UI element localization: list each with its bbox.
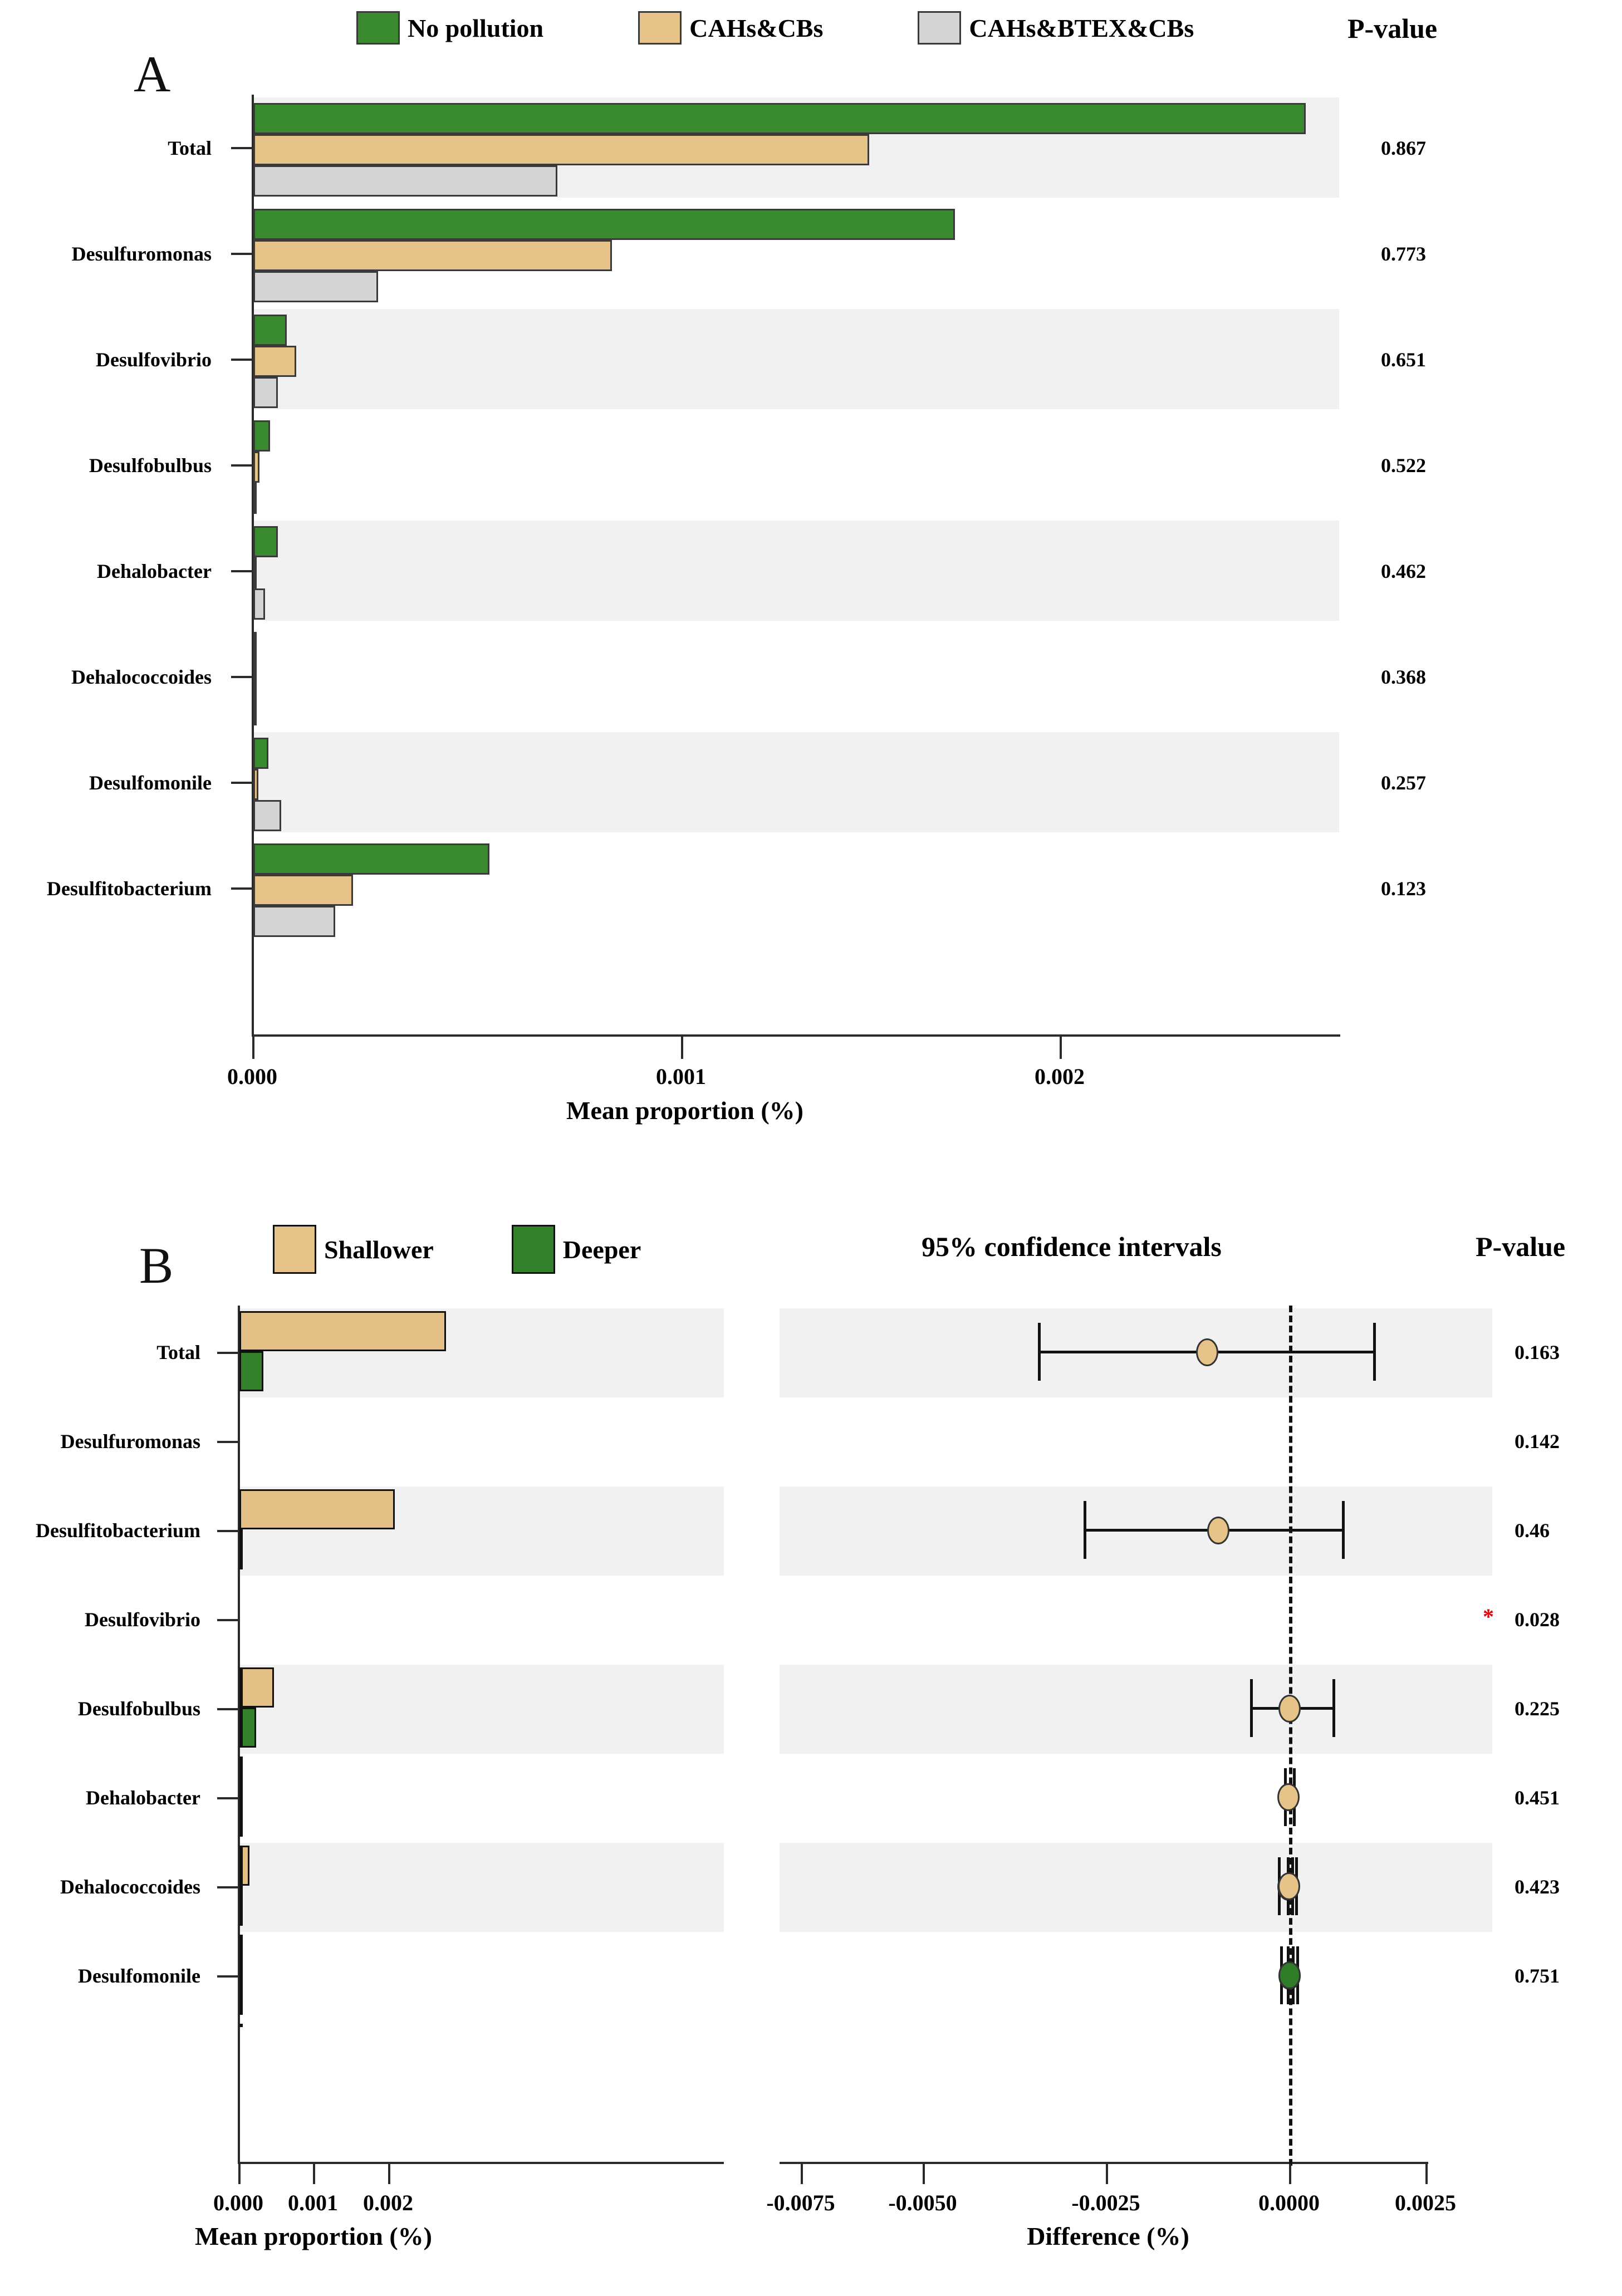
bar-cahs-btex-cbs xyxy=(253,271,378,302)
panel-b-ci-header: 95% confidence intervals xyxy=(922,1231,1222,1262)
panel-b-letter: B xyxy=(139,1237,174,1294)
ytick-mark xyxy=(231,464,252,467)
bar-cahs-cbs xyxy=(253,875,353,906)
xtick-label-ci-2: -0.0025 xyxy=(1071,2190,1140,2215)
panel-b-left-x-axis-title: Mean proportion (%) xyxy=(195,2222,432,2250)
xtick-mark xyxy=(681,1037,683,1059)
ytick-label-desulfitobacterium: Desulfitobacterium xyxy=(36,1519,200,1542)
ytick-label-desulfobulbus: Desulfobulbus xyxy=(89,454,212,477)
ytick-label-total: Total xyxy=(168,137,212,159)
panel-a-letter: A xyxy=(134,46,171,102)
bar-deeper xyxy=(239,1797,243,1837)
legend-swatch-no-pollution xyxy=(356,11,400,45)
ytick-label-desulfuromonas: Desulfuromonas xyxy=(60,1430,200,1453)
ci-point xyxy=(1278,1961,1301,1989)
ytick-mark xyxy=(231,253,252,255)
ytick-label-desulfitobacterium: Desulfitobacterium xyxy=(47,877,212,900)
bar-no-pollution xyxy=(253,420,270,452)
pvalue-desulfomonile: 0.751 xyxy=(1515,1965,1560,1987)
bar-cahs-btex-cbs xyxy=(253,906,335,937)
bar-deeper xyxy=(239,1708,243,1748)
ytick-mark xyxy=(231,147,252,149)
ytick-label-total: Total xyxy=(156,1341,200,1363)
legend-item-cahs-btex-cbs xyxy=(918,11,1194,45)
ytick-mark xyxy=(231,782,252,784)
legend-item-cahs-cbs xyxy=(638,11,823,45)
bar-cahs-btex-cbs xyxy=(253,694,257,725)
pvalue-desulfuromonas: 0.773 xyxy=(1381,243,1426,265)
panel-a-pvalue-header: P-value xyxy=(1347,13,1438,44)
bar-cahs-cbs xyxy=(253,240,612,271)
bar-deeper xyxy=(239,1975,243,2015)
pvalue-dehalobacter: 0.462 xyxy=(1381,560,1426,582)
bar-cahs-btex-cbs xyxy=(253,800,281,831)
panel-a-x-axis-title: Mean proportion (%) xyxy=(566,1096,803,1125)
xtick-label-1: 0.001 xyxy=(656,1064,706,1089)
panel-a xyxy=(0,0,1622,1125)
pvalue-dehalococcoides: 0.423 xyxy=(1515,1876,1560,1898)
ytick-mark xyxy=(231,676,252,678)
bar-shallower xyxy=(239,1935,243,1975)
ytick-label-desulfovibrio: Desulfovibrio xyxy=(95,349,212,371)
legend-label-cahs-cbs: CAHs&CBs xyxy=(689,13,824,42)
panel-b-dynamic-layer xyxy=(0,1197,1622,2296)
xtick-label-0: 0.000 xyxy=(227,1064,277,1089)
bar-no-pollution xyxy=(253,738,268,769)
pvalue-desulfovibrio: 0.651 xyxy=(1381,349,1426,371)
bar-cahs-btex-cbs xyxy=(253,588,265,620)
bar-no-pollution xyxy=(253,632,257,663)
pvalue-desulfobulbus: 0.225 xyxy=(1515,1698,1560,1720)
bar-cahs-cbs xyxy=(253,557,257,588)
row-band xyxy=(253,309,1339,409)
legend-swatch-cahs-btex-cbs xyxy=(918,11,961,45)
ytick-label-dehalococcoides: Dehalococcoides xyxy=(71,666,212,688)
xtick-label-ci-3: 0.0000 xyxy=(1258,2190,1320,2215)
ytick-label-dehalococcoides: Dehalococcoides xyxy=(60,1876,200,1898)
pvalue-desulfuromonas: 0.142 xyxy=(1515,1430,1560,1453)
bar-deeper xyxy=(239,1886,243,1926)
xtick-label-b-2: 0.002 xyxy=(363,2190,413,2215)
bar-shallower xyxy=(239,1846,243,1886)
ytick-label-desulfuromonas: Desulfuromonas xyxy=(71,243,212,265)
ytick-label-dehalobacter: Dehalobacter xyxy=(97,560,212,582)
ytick-label-desulfobulbus: Desulfobulbus xyxy=(77,1698,200,1720)
bar-cahs-btex-cbs xyxy=(253,377,278,408)
ytick-label-desulfomonile: Desulfomonile xyxy=(89,772,212,794)
bar-shallower xyxy=(239,1667,243,1708)
pvalue-desulfitobacterium: 0.46 xyxy=(1515,1519,1550,1542)
panel-a-legend xyxy=(356,11,1194,45)
xtick-label-ci-1: -0.0050 xyxy=(888,2190,957,2215)
ytick-label-desulfomonile: Desulfomonile xyxy=(78,1965,200,1987)
panel-b-right-x-axis-title: Difference (%) xyxy=(1027,2222,1189,2250)
xtick-label-ci-0: -0.0075 xyxy=(766,2190,835,2215)
xtick-label-ci-4: 0.0025 xyxy=(1395,2190,1456,2215)
ytick-label-desulfovibrio: Desulfovibrio xyxy=(84,1608,200,1631)
bar-cahs-cbs xyxy=(253,663,257,694)
ytick-mark xyxy=(231,570,252,572)
ytick-label-dehalobacter: Dehalobacter xyxy=(86,1787,200,1809)
bar-cahs-btex-cbs xyxy=(253,165,557,197)
bar-no-pollution xyxy=(253,843,489,875)
xtick-mark xyxy=(1060,1037,1062,1059)
pvalue-total: 0.867 xyxy=(1381,137,1426,159)
legend-label-no-pollution: No pollution xyxy=(408,13,544,42)
ci-point xyxy=(1277,1783,1300,1811)
ytick-mark xyxy=(231,887,252,890)
bar-cahs-cbs xyxy=(253,346,296,377)
legend-item-no-pollution xyxy=(356,11,543,45)
xtick-mark xyxy=(252,1037,254,1059)
bar-no-pollution xyxy=(253,526,278,557)
pvalue-desulfovibrio: 0.028 xyxy=(1515,1608,1560,1631)
xtick-label-b-1: 0.001 xyxy=(288,2190,338,2215)
row-band xyxy=(253,732,1339,832)
pvalue-desulfobulbus: 0.522 xyxy=(1381,454,1426,477)
panel-b-pvalue-header: P-value xyxy=(1476,1231,1566,1262)
pvalue-dehalococcoides: 0.368 xyxy=(1381,666,1426,688)
legend-label-deeper: Deeper xyxy=(562,1235,641,1264)
ci-point xyxy=(1278,1872,1300,1900)
pvalue-desulfitobacterium: 0.123 xyxy=(1381,877,1426,900)
legend-swatch-cahs-cbs xyxy=(638,11,682,45)
row-band xyxy=(253,521,1339,621)
bar-no-pollution xyxy=(253,103,1306,134)
panel-a-x-axis xyxy=(252,1034,1340,1037)
significance-star: * xyxy=(1483,1604,1494,1629)
xtick-label-b-0: 0.000 xyxy=(213,2190,263,2215)
ytick-mark xyxy=(231,359,252,361)
legend-label-cahs-btex-cbs: CAHs&BTEX&CBs xyxy=(969,13,1194,42)
pvalue-desulfomonile: 0.257 xyxy=(1381,772,1426,794)
bar-cahs-cbs xyxy=(253,134,869,165)
bar-cahs-btex-cbs xyxy=(253,483,257,514)
bar-cahs-cbs xyxy=(253,769,258,800)
xtick-label-2: 0.002 xyxy=(1035,1064,1085,1089)
bar-cahs-cbs xyxy=(253,452,259,483)
bar-no-pollution xyxy=(253,315,287,346)
pvalue-dehalobacter: 0.451 xyxy=(1515,1787,1560,1809)
pvalue-total: 0.163 xyxy=(1515,1341,1560,1363)
bar-shallower xyxy=(239,1757,243,1797)
legend-label-shallower: Shallower xyxy=(324,1235,434,1264)
bar-no-pollution xyxy=(253,209,955,240)
